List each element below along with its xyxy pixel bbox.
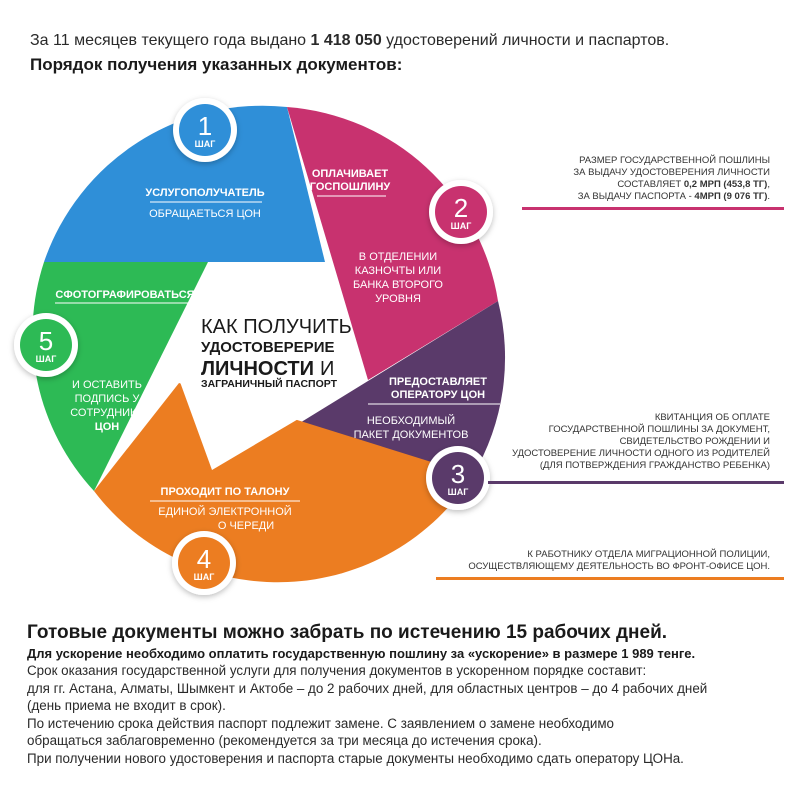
note-documents [512,412,770,472]
step-1-word: ШАГ [194,139,216,149]
note-1-line-2: ЗА ВЫДАЧУ УДОСТОВЕРЕНИЯ ЛИЧНОСТИ [573,167,770,178]
note-1-id-fee: 0,2 МРП (453,8 ТГ) [683,179,768,190]
step-2-line-1: В ОТДЕЛЕНИИ [358,251,438,263]
note-state-fee [573,155,770,203]
note-1-line-4-prefix: ЗА ВЫДАЧУ ПАСПОРТА - [577,191,695,202]
step-2-badge [429,180,493,244]
header-title: Порядок получения указанных документов: [30,55,403,74]
note-1-line-3 [573,179,770,191]
center-line-1: КАК ПОЛУЧИТЬ [201,316,352,338]
note-1-passport-fee: 4МРП (9 076 ТГ) [694,191,768,202]
step-3-line-1: НЕОБХОДИМЫЙ [366,415,456,427]
footer-title: Готовые документы можно забрать по истечению 15 рабочих дней. [27,622,668,643]
step-5-line-1: И ОСТАВИТЬ [72,379,142,391]
step-2-title-2: ГОСПОШЛИНУ [309,181,391,193]
step-2-word: ШАГ [450,221,472,231]
step-4-line-1: ЕДИНОЙ ЭЛЕКТРОННОЙ [158,506,292,518]
center-line-3-bold: ЛИЧНОСТИ [201,358,314,380]
step-2-line-2: КАЗНОЧТЫ ИЛИ [354,265,442,277]
header-prefix: За 11 месяцев текущего года выдано [30,32,307,49]
note-3-line-2: ОСУЩЕСТВЛЯЮЩЕМУ ДЕЯТЕЛЬНОСТЬ ВО ФРОНТ-ОФИСЕ ЦОН. [468,561,770,572]
step-1-line-1: ОБРАЩАЕТЬСЯ ЦОН [149,208,261,220]
note-1-line-3-prefix: СОСТАВЛЯЕТ [617,179,684,190]
footer-line-2: для гг. Астана, Алматы, Шымкент и Актобе – до 2 рабочих дней, для областных центров – до 4 рабочих дней [27,680,708,696]
step-3-word: ШАГ [447,487,469,497]
footer-line-4: По истечению срока действия паспорт подлежит замене. С заявлением о замене необходимо [27,715,614,731]
center-line-4: ЗАГРАНИЧНЫЙ ПАСПОРТ [201,378,338,390]
note-3-line-1: К РАБОТНИКУ ОТДЕЛА МИГРАЦИОННОЙ ПОЛИЦИИ, [527,549,770,560]
step-5-line-3: СОТРУДНИКА [70,407,144,419]
footer-line-1: Срок оказания государственной услуги для получения документов в ускоренном порядке составит: [27,663,647,678]
step-4-word: ШАГ [193,572,215,582]
step-5-badge [14,313,78,377]
step-4-title: ПРОХОДИТ ПО ТАЛОНУ [160,486,290,498]
note-1-line-4 [573,191,770,203]
step-1-title: УСЛУГОПОЛУЧАТЕЛЬ [145,187,265,199]
step-1-number: 1 [197,111,213,141]
note-2-line-5: (ДЛЯ ПОТВЕРЖДЕНИЯ ГРАЖДАНСТВО РЕБЕНКА) [539,460,770,471]
step-5-line-4: ЦОН [94,421,120,433]
center-line-2: УДОСТОВЕРЕРИЕ [201,339,335,356]
step-4-number: 4 [196,544,212,574]
step-5-line-2: ПОДПИСЬ У [74,393,140,405]
center-line-3-rest: И [320,358,335,380]
note-1-line-3-suffix: , [767,179,770,190]
note-2-line-3: СВИДЕТЕЛЬСТВО РОЖДЕНИИ И [619,436,770,447]
step-3-badge [426,446,490,510]
step-3-title-2: ОПЕРАТОРУ ЦОН [390,389,486,401]
note-2-line-2: ГОСУДАРСТВЕННОЙ ПОШЛИНЫ ЗА ДОКУМЕНТ, [548,424,770,435]
note-1-line-1: РАЗМЕР ГОСУДАРСТВЕННОЙ ПОШЛИНЫ [579,155,770,166]
note-2-rule [488,481,784,484]
header-count: 1 418 050 [310,32,382,49]
note-2-line-1: КВИТАНЦИЯ ОБ ОПЛАТЕ [654,412,770,423]
step-3-line-2: ПАКЕТ ДОКУМЕНТОВ [353,429,469,441]
step-5-word: ШАГ [35,354,57,364]
header-suffix: удостоверений личности и паспартов. [386,32,670,49]
step-5-number: 5 [38,326,54,356]
step-5-title: СФОТОГРАФИРОВАТЬСЯ [55,289,195,301]
step-2-line-3: БАНКА ВТОРОГО [353,279,443,291]
footer-line-5: обращаться заблаговременно (рекомендуется за три месяца до истечения срока). [27,733,542,748]
step-3-title-1: ПРЕДОСТАВЛЯЕТ [389,376,487,388]
step-1-badge [173,98,237,162]
footer-subtitle: Для ускорение необходимо оплатить государственную пошлину за «ускорение» в размере 1 989 тенге. [27,646,696,661]
step-2-number: 2 [453,193,469,223]
note-migration [468,549,770,573]
note-3-rule [436,577,784,580]
step-2-title-1: ОПЛАЧИВАЕТ [311,168,389,180]
note-1-rule [522,207,784,210]
footer-line-6: При получении нового удостоверения и паспорта старые документы необходимо сдать оператору ЦОНа. [27,750,684,766]
note-2-line-4: УДОСТОВЕРЕНИЕ ЛИЧНОСТИ ОДНОГО ИЗ РОДИТЕЛЕЙ [511,448,770,459]
step-2-line-4: УРОВНЯ [375,293,421,305]
step-4-badge [172,531,236,595]
footer-line-3: (день приема не входит в срок). [27,698,226,713]
step-3-number: 3 [450,459,466,489]
step-4-line-2: О ЧЕРЕДИ [217,520,275,532]
note-1-line-4-suffix: . [767,191,770,202]
footer-info [27,622,787,767]
